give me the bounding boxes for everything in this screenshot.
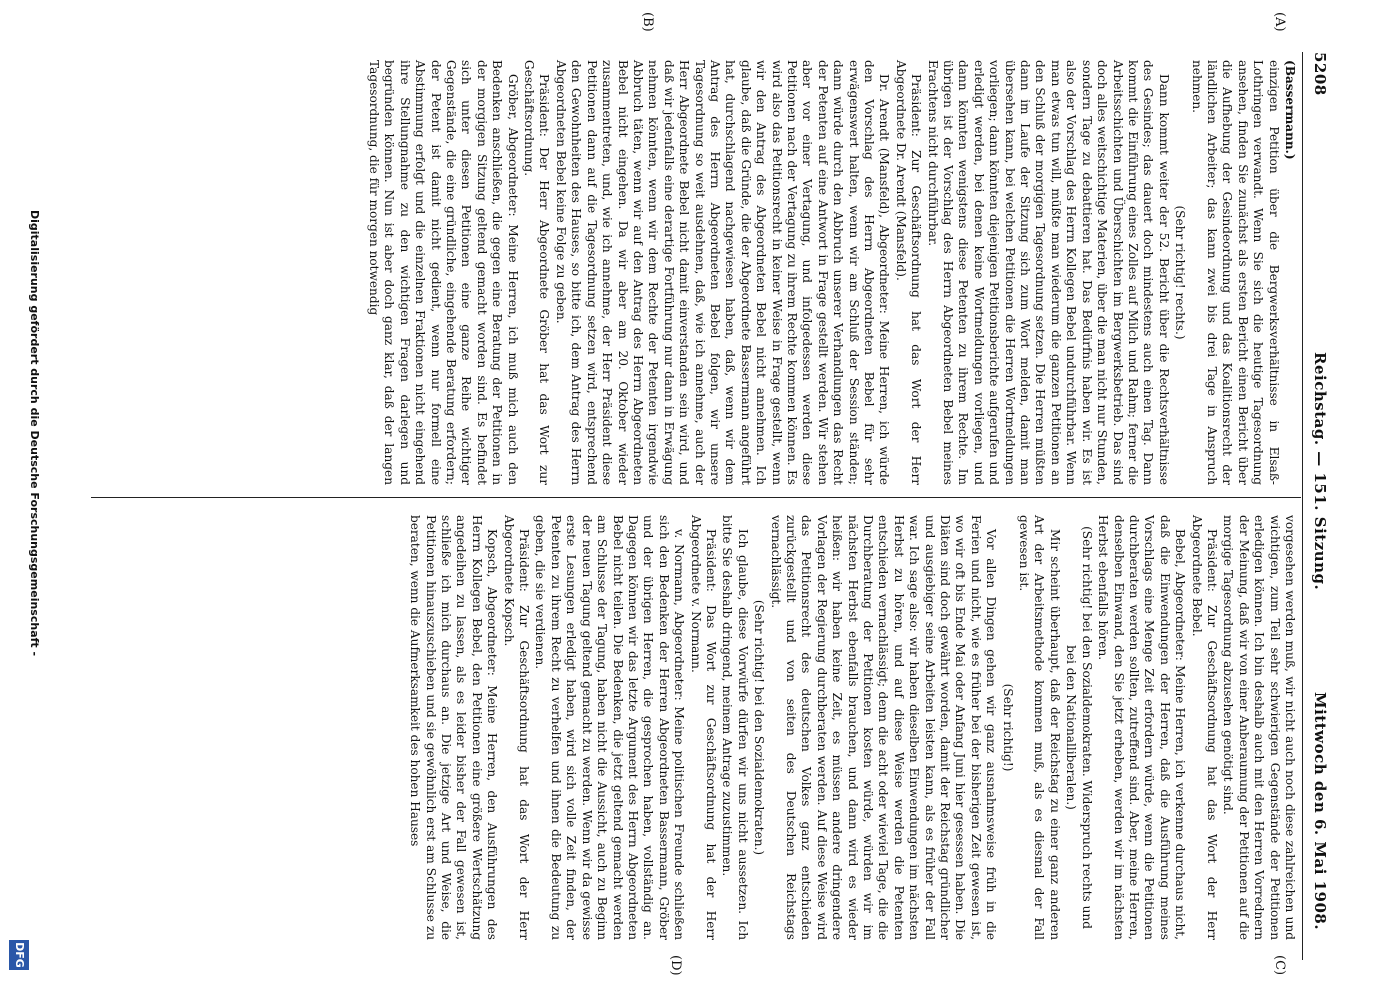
digitization-credit: Digitalisierung gefördert durch die Deutsche Forschungsgemeinschaft - (28, 210, 41, 657)
page-header (1305, 52, 1333, 960)
interjection: (Sehr richtig! bei den Sozialdemokraten.) (752, 599, 767, 856)
margin-mark-d: (D) (668, 955, 683, 976)
paragraph: vorgesehen werden muß, wir nicht auch noch diese zahlreichen und wichtigen, zum Teil sehr schwierigen Gegenstände der Petitionen erledigen können. Ich bin deshalb auch mit den Herren Vorrednern der Meinung, daß wir von einer Anberaumung der Petitionen auf die morgige Tagesordnung abzusehen genötigt sind. (1221, 515, 1297, 940)
paragraph: Kopsch, Abgeordneter: Meine Herren, den Ausführungen des Herrn Kollegen Bebel, den Petitionen eine größere Wertschätzung angedeihen zu lassen, als es leider bisher der Fall gewesen ist, schließe ich mich durchaus an. Die jetzige Art und Weise, die Petitionen hinauszuschieben und sie gewöhnlich erst am Schlusse zu beraten, wenn die Aufmerksamkeit des hohen Hauses (408, 515, 500, 940)
paragraph: Präsident: Zur Geschäftsordnung hat das Wort der Herr Abgeordnete Kopsch. (501, 515, 532, 940)
paragraph: Dann kommt weiter der 52. Bericht über die Rechtsverhältnisse des Gesindes; das dauert doch mindestens auch einen Tag. Dann kommt die Einführung eines Zolles auf Milch und Rahm; ferner die Arbeitsschichten und Überschichten im Bergwerksbetrieb. Das sind doch alles weitschichtige Materien, über die man nicht nur Stunden, sondern Tage zu debattieren hat. Das Bedürfnis haben wir. Es ist also der Vorschlag des Herrn Kollegen Bebel undurchführbar. Wenn man etwas tun will, müßte man wiederum die ganzen Petitionen an den Schluß der morgigen Tagesordnung setzen. Die Herren müßten dann im Laufe der Sitzung sich zum Wort melden, damit man übersehen kann, bei welchen Petitionen die Herren Wortmeldungen vorliegen; dann könnten diejenigen Petitionsberichte aufgerufen und erledigt werden, bei denen keine Wortmeldungen vorliegen, und dann könnten wenigstens diese Petenten zu ihrem Rechte. Im übrigen ist der Vorschlag des Herrn Abgeordneten Bebel meines Erachtens nicht durchführbar. (925, 60, 1171, 485)
speaker-continuation: (Bassermann.) (1283, 60, 1297, 160)
paragraph: Gröber, Abgeordneter: Meine Herren, ich muß mich auch den Bedenken anschließen, die gegen eine Beratung der Petitionen in der morgigen Sitzung geltend gemacht worden sind. Es befindet sich unter diesen Petitionen eine ganze Reihe wichtiger Gegenstände, die eine gründliche, eingehende Beratung erfordern; der Petent ist damit nicht gedient, wenn nur formell eine Abstimmung erfolgt und die einzelnen Fraktionen nicht eingehend ihre Stellungnahme zu den wichtigen Fragen darlegen und begründen können. Nun ist aber doch ganz klar, daß der langen Tagesordnung, die für morgen notwendig (367, 60, 520, 485)
column-right (406, 515, 1297, 940)
session-title: Reichstag. — 151. Sitzung. (1311, 352, 1329, 591)
interjection: (Sehr richtig!) (1000, 683, 1015, 772)
interjection: (Sehr richtig! bei den Sozialdemokraten. Widerspruch rechts und bei den Nationalliberalen.) (1064, 526, 1094, 929)
session-date: Mittwoch den 6. Mai 1908. (1311, 692, 1329, 931)
page-number: 5208 (1311, 52, 1329, 96)
margin-mark-a: (A) (1272, 12, 1287, 32)
margin-mark-c: (C) (1272, 955, 1287, 976)
paragraph: Mir scheint überhaupt, daß der Reichstag zu einer ganz anderen Art der Arbeitsmethode kommen muß, als es diesmal der Fall gewesen ist. (1017, 515, 1062, 940)
paragraph: Präsident: Der Herr Abgeordnete Gröber hat das Wort zur Geschäftsordnung. (522, 60, 552, 485)
paragraph: Präsident: Das Wort zur Geschäftsordnung hat der Herr Abgeordnete v. Normann. (688, 515, 718, 940)
paragraph: Ich glaube, diese Vorwürfe dürfen wir uns nicht aussetzen. Ich bitte Sie deshalb dringend, meinem Antrage zuzustimmen. (720, 515, 750, 940)
interjection: (Sehr richtig! rechts.) (1173, 205, 1188, 340)
column-divider (91, 497, 1301, 498)
paragraph: Vor allen Dingen gehen wir ganz ausnahmsweise früh in die Ferien und nicht, wie es früher bei der bisherigen Zeit gewesen ist, wo wir oft bis Ende Mai oder Anfang Juni hier gesessen haben. Die Diäten sind doch gewährt worden, damit der Reichstag gründlicher und ausgiebiger seine Arbeiten leisten kann, als es früher der Fall war. Ich sage also: wir haben dieselben Einwendungen im nächsten Herbst zu hören, und auf diese Weise werden die Petenten entschieden vernachlässigt; denn die acht oder wieviel Tage, die die Durchberatung der Petitionen kosten würde, würden wir im nächsten Herbst ebenfalls brauchen, und dann wird es wieder heißen: wir haben keine Zeit, es müssen andere dringendere Vorlagen der Regierung durchberaten werden. Auf diese Weise wird das Petitionsrecht des deutschen Volkes ganz entschieden zurückgestellt und von seiten des Deutschen Reichstags vernachlässigt. (768, 515, 999, 940)
dfg-logo: DFG (9, 940, 29, 970)
paragraph: Präsident: Zur Geschäftsordnung hat das Wort der Herr Abgeordnete Dr. Arendt (Mansfeld). (893, 60, 924, 485)
paragraph: Dr. Arendt (Mansfeld), Abgeordneter: Meine Herren, ich würde den Vorschlag des Herrn Abgeordneten Bebel für sehr erwägenswert halten, wenn wir am Schluß der Session ständen; dann würde durch den Abbruch unserer Verhandlungen das Recht der Petenten auf eine Antwort in Frage gestellt werden. Wir stehen aber vor einer Vertagung, und infolgedessen werden diese Petitionen nach der Vertagung zu ihrem Rechte kommen können. Es wird also das Petitionsrecht in keiner Weise in Frage gestellt, wenn wir den Antrag des Abgeordneten Bebel nicht annehmen. Ich glaube, daß die Gründe, die der Abgeordnete Bassermann angeführt hat, durchschlagend nachgewiesen haben, daß, wenn wir dem Antrag des Herrn Abgeordneten Bebel folgen, wir unsere Tagesordnung so weit ausdehnen, daß, wie ich annehme, auch der Herr Abgeordnete Bebel nicht damit einverstanden sein wird, und daß wir jedenfalls eine derartige Fortführung nur dann in Erwägung nehmen könnten, wenn wir dem Rechte der Petenten irgendwie Abbruch täten, wenn wir auf den Antrag des Herrn Abgeordneten Bebel nicht eingehen. Da wir aber am 20. Oktober wieder zusammentreten, und, wie ich annehme, der Herr Präsident diese Petitionen dann auf die Tagesordnung setzen wird, entsprechend den Gewohnheiten des Hauses, so bitte ich, dem Antrag des Herrn Abgeordneten Bebel keine Folge zu geben. (553, 60, 892, 485)
paragraph: Präsident: Zur Geschäftsordnung hat das Wort der Herr Abgeordnete Bebel. (1189, 515, 1219, 940)
header-rule (1302, 52, 1303, 960)
column-left (365, 60, 1297, 485)
paragraph: einzigen Petition über die Bergwerksverhältnisse in Elsaß-Lothringen verwandt. Wenn Sie sich die heutige Tagesordnung ansehen, finden Sie zunächst als ersten Bericht einen Bericht über die Aufhebung der Gesindeordnung und das Koalitionsrecht der ländlichen Arbeiter; das kann zwei bis drei Tage in Anspruch nehmen. (1189, 60, 1281, 485)
paragraph: Bebel, Abgeordneter: Meine Herren, ich verkenne durchaus nicht, daß die Einwendungen der Herren, daß die Ausführung meines Vorschlags eine Menge Zeit erfordern würde, wenn die Petitionen durchberaten werden sollten, zutreffend sind. Aber, meine Herren, denselben Einwand, den Sie jetzt erheben, werden wir im nächsten Herbst ebenfalls hören. (1096, 515, 1188, 940)
paragraph: v. Normann, Abgeordneter: Meine politischen Freunde schließen sich den Bedenken der Herren Abgeordneten Bassermann, Gröber und der übrigen Herren, die gesprochen haben, vollständig an. Dagegen können wir das letzte Argument des Herrn Abgeordneten Bebel nicht teilen. Die Bedenken, die jetzt geltend gemacht werden am Schlusse der Tagung, haben nicht die Aussicht, auch zu Beginn der neuen Tagung geltend gemacht zu werden. Wenn wir da gewisse erste Lesungen erledigt haben, wird sich volle Zeit finden, der Petenten zu ihrem Recht zu verhelfen und ihnen die Bedeutung zu geben, die sie verdienen. (533, 515, 687, 940)
margin-mark-b: (B) (640, 12, 655, 32)
